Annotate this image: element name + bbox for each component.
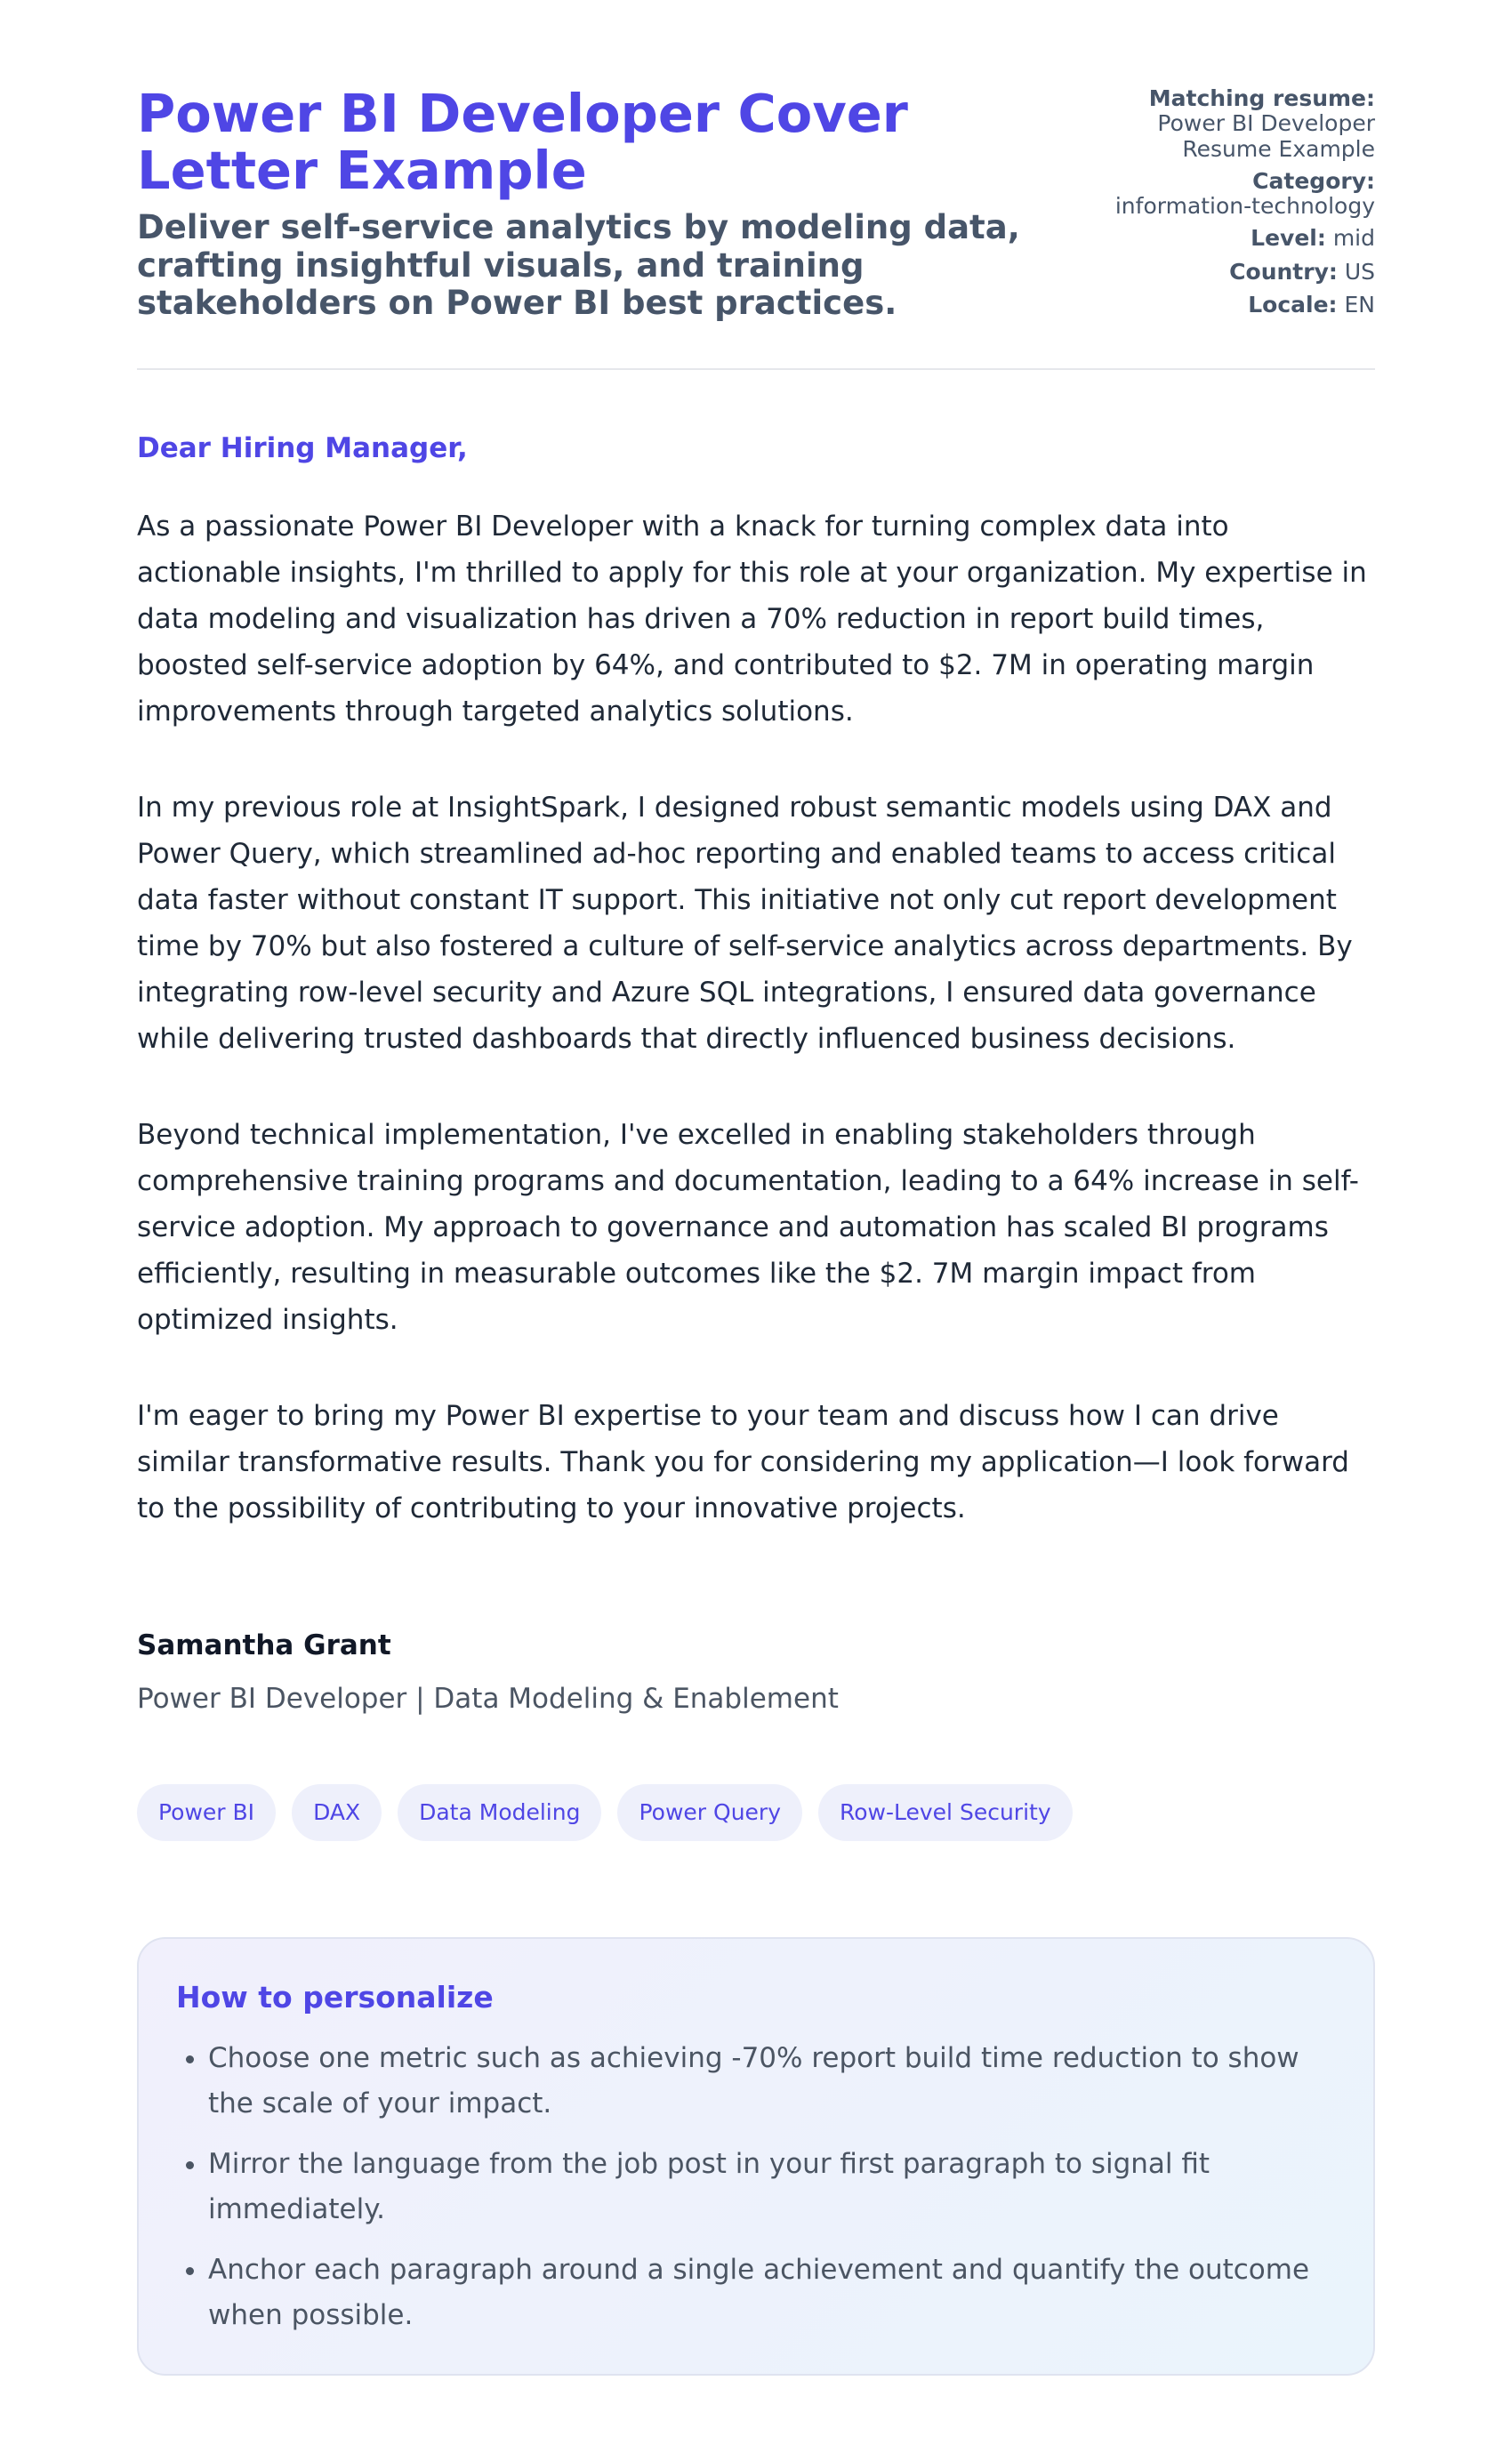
header-title-block — [137, 85, 1085, 322]
personalize-tips-list — [176, 2036, 1336, 2338]
matching-resume-value: Power BI Developer Resume Example — [1157, 110, 1375, 162]
country-label: Country: — [1229, 258, 1338, 285]
personalize-tip: • Mirror the language from the job post in your first paragraph to signal fit immediately. — [208, 2142, 1336, 2232]
meta-panel — [1085, 85, 1375, 326]
skill-tag: Data Modeling — [398, 1784, 601, 1841]
skill-tag: Power BI — [137, 1784, 276, 1841]
letter-greeting: Dear Hiring Manager, — [137, 432, 468, 464]
page-subtitle: Deliver self-service analytics by modeling data, crafting insightful visuals, and training stakeholders on Power BI best practices. — [137, 208, 1020, 322]
header — [137, 85, 1375, 326]
level-value: mid — [1332, 225, 1375, 252]
letter-paragraph-2: In my previous role at InsightSpark, I designed robust semantic models using DAX and Power Query, which streamlined ad-hoc reporting and enabled teams to access critical data faster without constant IT support. This initiative not only cut report development time by 70% but also fostered a culture of self-service analytics across departments. By integrating row-level security and Azure SQL integrations, I ensured data governance while delivering trusted dashboards that directly influenced business decisions. — [137, 792, 1353, 1055]
locale-value: EN — [1344, 291, 1375, 318]
header-divider — [137, 368, 1375, 370]
country-row — [1085, 260, 1375, 285]
signature-name: Samantha Grant — [137, 1629, 391, 1661]
matching-resume-label: Matching resume: — [1148, 85, 1375, 111]
locale-row — [1085, 293, 1375, 318]
letter-paragraph-4: I'm eager to bring my Power BI expertise to your team and discuss how I can drive similar transformative results. Thank you for considering my application—I look forward to the possibility of contributing to your innovative projects. — [137, 1400, 1349, 1524]
skill-tag: Row-Level Security — [818, 1784, 1073, 1841]
personalize-tip: • Choose one metric such as achieving -70% report build time reduction to show the scale of your impact. — [208, 2036, 1336, 2127]
personalize-title: How to personalize — [176, 1980, 494, 2015]
letter-paragraph-3: Beyond technical implementation, I've excelled in enabling stakeholders through comprehensive training programs and documentation, leading to a 64% increase in self-service adoption. My approach to governance and automation has scaled BI programs efficiently, resulting in measurable outcomes like the $2. 7M margin impact from optimized insights. — [137, 1119, 1359, 1336]
category-value: information-technology — [1114, 193, 1375, 219]
level-row — [1085, 226, 1375, 251]
category-label: Category: — [1252, 167, 1375, 194]
signature-role: Power BI Developer | Data Modeling & Enablement — [137, 1683, 839, 1715]
letter-paragraph-1: As a passionate Power BI Developer with a knack for turning complex data into actionable insights, I'm thrilled to apply for this role at your organization. My expertise in data modeling and visualization has driven a 70% reduction in report build times, boosted self-service adoption by 64%, and contributed to $2. 7M in operating margin improvements through targeted analytics solutions. — [137, 511, 1367, 728]
skill-tag: Power Query — [617, 1784, 802, 1841]
personalize-tip: • Anchor each paragraph around a single achievement and quantify the outcome when possible. — [208, 2248, 1336, 2338]
personalize-panel — [137, 1937, 1375, 2376]
locale-label: Locale: — [1248, 291, 1338, 318]
level-label: Level: — [1251, 225, 1326, 252]
country-value: US — [1344, 258, 1375, 285]
page-title: Power BI Developer Cover Letter Example — [137, 83, 908, 201]
skill-tags — [137, 1784, 1375, 1841]
skill-tag: DAX — [292, 1784, 382, 1841]
